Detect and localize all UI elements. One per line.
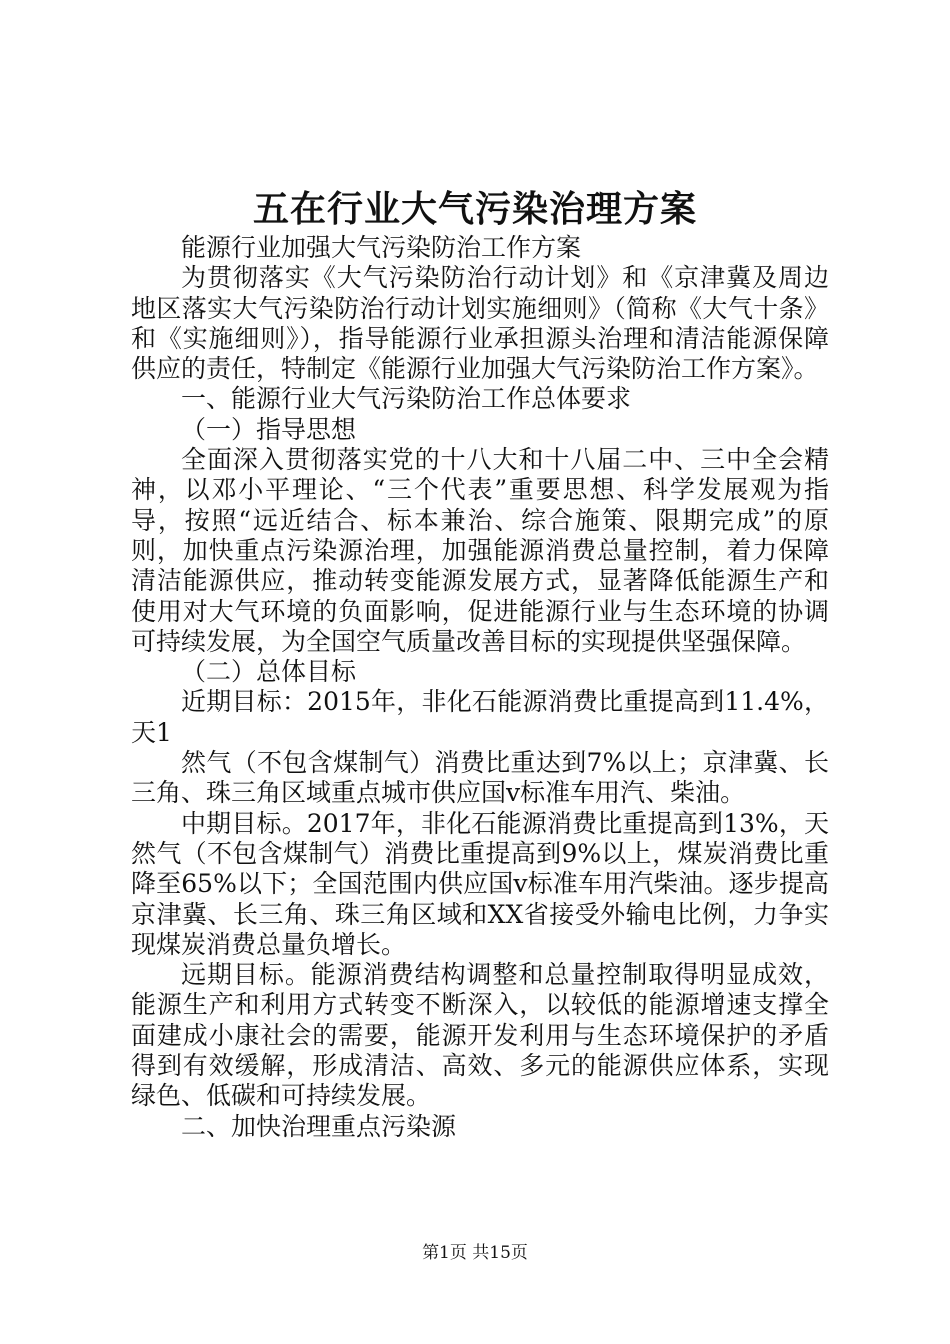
subsection-heading-guiding-thought: （一）指导思想 [181,414,357,444]
paragraph-near-term-goal-cont: 然气（不包含煤制气）消费比重达到7%以上；京津冀、长三角、珠三角区域重点城市供应国v标准车用汽、柴油。 [131,748,829,808]
page-number-footer: 第1页 共15页 [422,1243,528,1263]
document-title: 五在行业大气污染治理方案 [252,188,697,230]
paragraph-near-term-goal: 近期目标：2015年，非化石能源消费比重提高到11.4%，天1 [131,687,829,747]
paragraph-intro: 为贯彻落实《大气污染防治行动计划》和《京津冀及周边地区落实大气污染防治行动计划实施细则》（简称《大气十条》和《实施细则》），指导能源行业承担源头治理和清洁能源保障供应的责任，特制定《能源行业加强大气污染防治工作方案》。 [131,263,829,384]
paragraph-guiding-thought: 全面深入贯彻落实党的十八大和十八届二中、三中全会精神，以邓小平理论、“三个代表”重要思想、科学发展观为指导，按照“远近结合、标本兼治、综合施策、限期完成”的原则，加快重点污染源治理，加强能源消费总量控制，着力保障清洁能源供应，推动转变能源发展方式，显著降低能源生产和使用对大气环境的负面影响，促进能源行业与生态环境的协调可持续发展，为全国空气质量改善目标的实现提供坚强保障。 [131,445,829,656]
paragraph-mid-term-goal: 中期目标。2017年，非化石能源消费比重提高到13%，天然气（不包含煤制气）消费比重提高到9%以上，煤炭消费比重降至65%以下；全国范围内供应国v标准车用汽柴油。逐步提高京津冀、长三角、珠三角区域和XX省接受外输电比例，力争实现煤炭消费总量负增长。 [131,808,829,959]
paragraph-long-term-goal: 远期目标。能源消费结构调整和总量控制取得明显成效，能源生产和利用方式转变不断深入，以较低的能源增速支撑全面建成小康社会的需要，能源开发利用与生态环境保护的矛盾得到有效缓解，形成清洁、高效、多元的能源供应体系，实现绿色、低碳和可持续发展。 [131,960,829,1111]
paragraph-subtitle: 能源行业加强大气污染防治工作方案 [181,233,582,262]
subsection-heading-overall-goal: （二）总体目标 [181,657,357,687]
section-heading-2: 二、加快治理重点污染源 [181,1111,457,1141]
document-body [131,233,829,1142]
section-heading-1: 一、能源行业大气污染防治工作总体要求 [181,384,632,414]
